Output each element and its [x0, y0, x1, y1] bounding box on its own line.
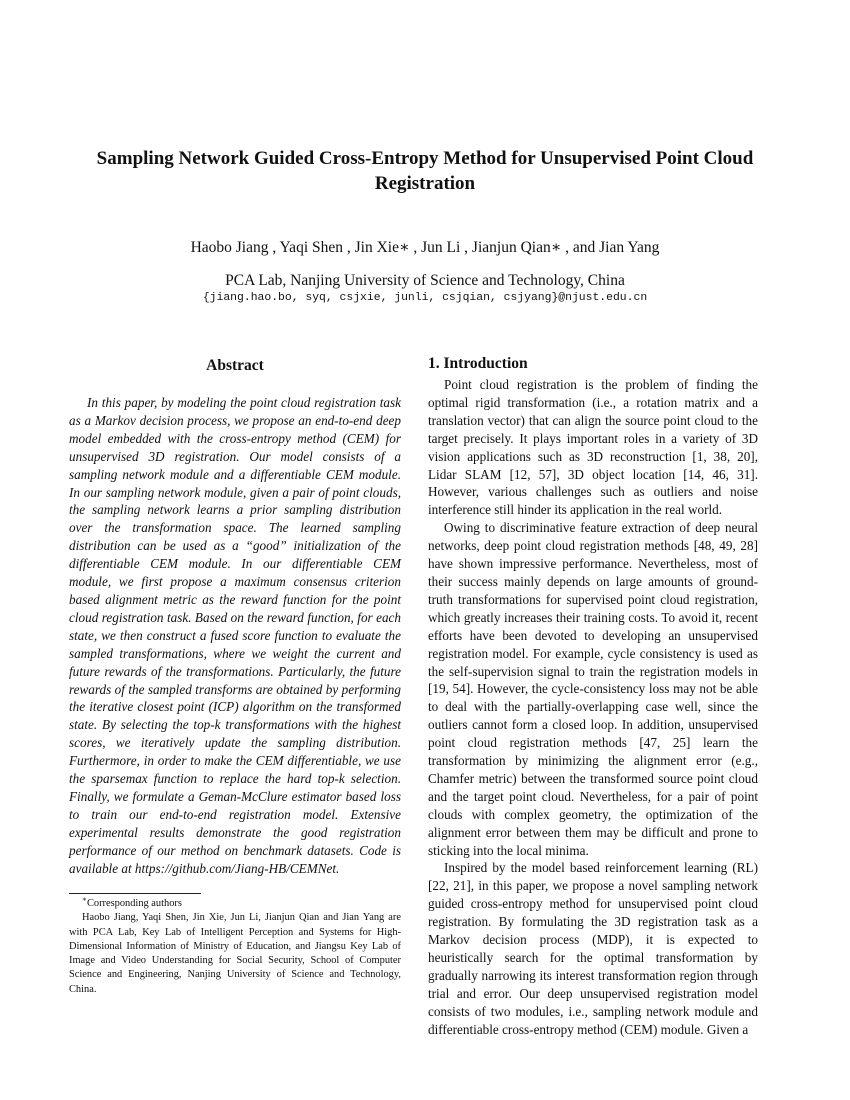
intro-paragraph: Point cloud registration is the problem of finding the optimal rigid transformation (i.e., a rotation matrix and a translation vector) that can align the source point cloud to the target precisely. It plays important roles in a variety of 3D vision applications such as 3D reconstruction [1, 38, 20], Lidar SLAM [12, 57], 3D object location [14, 46, 31]. However, various challenges such as outliers and noise interference still hinder its application in the real world.: [428, 377, 758, 518]
footnote-label: Corresponding authors: [86, 898, 182, 909]
author-emails: {jiang.hao.bo, syq, csjxie, junli, csjqian, csjyang}@njust.edu.cn: [202, 292, 648, 304]
footnote-heading: [69, 897, 401, 911]
paper-title: Sampling Network Guided Cross-Entropy Method for Unsupervised Point Cloud Registration: [96, 148, 754, 194]
intro-paragraph: Owing to discriminative feature extraction of deep neural networks, deep point cloud registration methods [48, 49, 28] have shown impressive performance. Nevertheless, most of their success mainly depends on large amounts of ground-truth transformations for supervised point cloud registration, which greatly increases their training costs. To avoid it, recent efforts have been devoted to developing an unsupervised registration model. For example, cycle consistency is used as the self-supervision signal to train the registration models in [19, 54]. However, the cycle-consistency loss may not be able to deal with the partially-overlapping case well, since the outliers cannot form a closed loop. In addition, unsupervised point cloud registration methods [47, 25] learn the transformation by minimizing the alignment error (e.g., Chamfer metric) between the transformed source point cloud and the target point cloud. Nevertheless, for a pair of point clouds with complex geometry, the optimization of the alignment error between them may be difficult and prone to sticking into the local minima.: [428, 520, 758, 858]
footnote: [69, 897, 401, 997]
introduction-heading: 1. Introduction: [428, 355, 528, 372]
footnote-divider: [69, 893, 201, 894]
right-column: [428, 354, 758, 1039]
abstract-heading: Abstract: [206, 357, 264, 374]
footnote-marker: ∗: [82, 895, 87, 904]
left-column: [69, 352, 401, 877]
footnote-text: Haobo Jiang, Yaqi Shen, Jin Xie, Jun Li, Jianjun Qian and Jian Yang are with PCA Lab, Key Lab of Intelligent Perception and Systems for High-Dimensional Information of Ministry of Education, and Jiangsu Key Lab of Image and Video Understanding for Social Security, School of Computer Science and Engineering, Nanjing University of Science and Technology, China.: [69, 912, 401, 995]
author-list: Haobo Jiang , Yaqi Shen , Jin Xie∗ , Jun Li , Jianjun Qian∗ , and Jian Yang: [190, 239, 660, 256]
affiliation: PCA Lab, Nanjing University of Science and Technology, China: [225, 272, 625, 289]
intro-paragraph: Inspired by the model based reinforcement learning (RL) [22, 21], in this paper, we propose a novel sampling network guided cross-entropy method for unsupervised point cloud registration. By formulating the 3D registration task as a Markov decision process (MDP), it is expected to heuristically search for the optimal transformation by gradually narrowing its interest transformation region through trial and error. Our deep unsupervised registration model consists of two modules, i.e., sampling network module and differentiable cross-entropy method (CEM) module. Given a: [428, 860, 758, 1037]
abstract-text: In this paper, by modeling the point cloud registration task as a Markov decision process, we propose an end-to-end deep model embedded with the cross-entropy method (CEM) for unsupervised 3D registration. Our model consists of a sampling network module and a differentiable CEM module. In our sampling network module, given a pair of point clouds, the sampling network learns a prior sampling distribution over the transformation space. The learned sampling distribution can be used as a “good” initialization of the differentiable CEM module. In our differentiable CEM module, we first propose a maximum consensus criterion based alignment metric as the reward function for the point cloud registration task. Based on the reward function, for each state, we then construct a fused score function to evaluate the sampled transformations, where we weight the current and future rewards of the transformations. Particularly, the future rewards of the sampled transforms are obtained by performing the iterative closest point (ICP) algorithm on the transformed state. By selecting the top-k transformations with the highest scores, we iteratively update the sampling distribution. Furthermore, in order to make the CEM differentiable, we use the sparsemax function to replace the hard top-k selection. Finally, we formulate a Geman-McClure estimator based loss to train our end-to-end registration model. Extensive experimental results demonstrate the good registration performance of our method on benchmark datasets. Code is available at https://github.com/Jiang-HB/CEMNet.: [69, 395, 401, 876]
